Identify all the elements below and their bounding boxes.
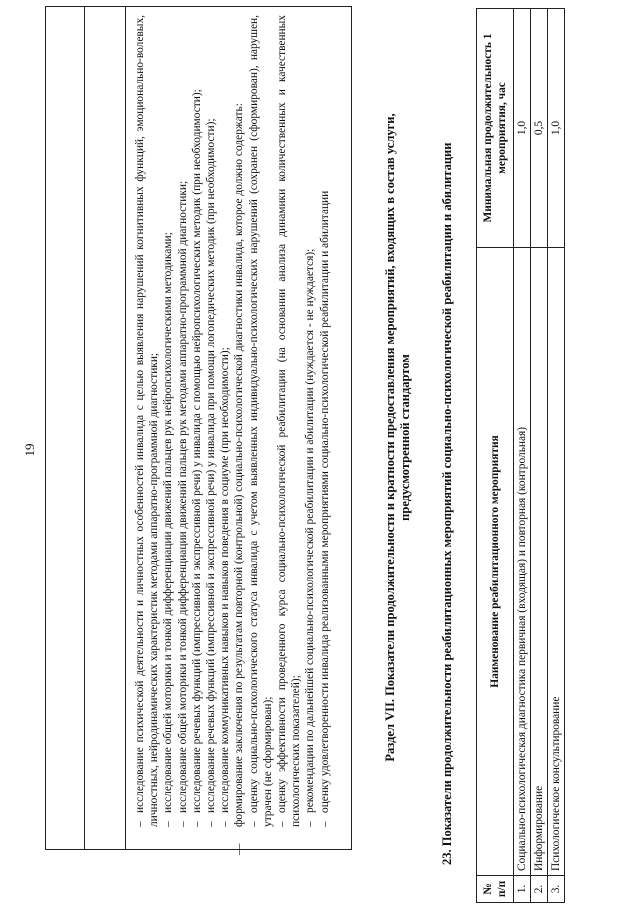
list-item-text: исследование общей моторики и тонкой дифференциации движений пальцев рук методами аппаратно-программной диагностики; bbox=[176, 180, 189, 813]
list-item bbox=[133, 15, 161, 841]
list-marker: – bbox=[190, 821, 203, 827]
row-duration: 1,0 bbox=[548, 9, 565, 248]
list-marker: – bbox=[134, 821, 146, 827]
list-item-text: рекомендации по дальнейшей социально-психологической реабилитации и абилитации (нуждается - не нуждается); bbox=[304, 248, 317, 813]
table-row bbox=[531, 9, 548, 903]
list-marker: – bbox=[276, 821, 289, 827]
list-item bbox=[275, 15, 303, 841]
table-column-divider bbox=[125, 7, 126, 849]
list-item-text: оценку эффективности проведенного курса социально-психологической реабилитации (на основании анализа динамики количественных и качественных психологических показателей); bbox=[276, 15, 303, 827]
list-item-text: исследование общей моторики и тонкой дифференциации движений пальцев рук нейропсихологическими методиками; bbox=[162, 232, 175, 813]
section-title-line-1: Раздел VII. Показатели продолжительности и кратности предоставления мероприятий, входящих в состав услуги, bbox=[383, 113, 397, 762]
row-name: Информирование bbox=[531, 248, 548, 876]
list-item bbox=[247, 15, 275, 841]
row-duration: 0,5 bbox=[531, 9, 548, 248]
row-name: Социально-психологическая диагностика первичная (входящая) и повторная (контрольная) bbox=[514, 248, 531, 876]
rehab-duration-table bbox=[476, 8, 565, 903]
list-marker: – bbox=[219, 821, 232, 827]
list-item bbox=[176, 15, 190, 841]
item-title: 23. Показатели продолжительности реабилитационных мероприятий социально-психологической реабилитации и абилитации bbox=[440, 142, 454, 865]
list-marker: – bbox=[162, 821, 175, 827]
list-item bbox=[161, 15, 175, 841]
list-item-text: оценку социально-психологического статуса инвалида с учетом выявленных индивидуально-психологических нарушений (сохранен (сформирован), нарушен, утрачен (не сформирован); bbox=[247, 15, 274, 827]
list-item-text: формирование заключения по результатам повторной (контрольной) социально-психологической диагностики инвалида, которое должно содержать: bbox=[233, 103, 246, 827]
list-item bbox=[204, 15, 218, 841]
continuation-list bbox=[133, 15, 332, 855]
table-header-row bbox=[477, 9, 514, 903]
section-title bbox=[383, 10, 413, 865]
header-name: Наименование реабилитационного мероприятия bbox=[477, 248, 514, 876]
table-row bbox=[514, 9, 531, 903]
row-num: 1. bbox=[514, 876, 531, 903]
row-num: 3. bbox=[548, 876, 565, 903]
list-marker: — bbox=[233, 843, 246, 855]
list-marker: – bbox=[318, 821, 331, 827]
list-item bbox=[218, 15, 232, 841]
list-item-text: исследование речевых функций (импрессивной и экспрессивной речи) у инвалида с помощью нейропсихологических методик (при необходимости); bbox=[190, 89, 203, 813]
list-item bbox=[232, 15, 246, 855]
table-column-divider bbox=[84, 7, 85, 849]
list-item bbox=[318, 15, 332, 841]
row-duration: 1,0 bbox=[514, 9, 531, 248]
list-item-text: исследование коммуникативных навыков и навыков поведения в социуме (при необходимости); bbox=[219, 347, 232, 813]
list-marker: – bbox=[247, 821, 260, 827]
list-item-text: исследование психической деятельности и личностных особенностей инвалида с целью выявления нарушений когнитивных функций, эмоционально-волевых, личностных, нейродинамических характеристик методами аппаратно-программной диагностики; bbox=[134, 15, 161, 827]
list-marker: – bbox=[176, 821, 189, 827]
list-marker: – bbox=[304, 821, 317, 827]
list-marker: – bbox=[205, 821, 218, 827]
header-num: № п/п bbox=[477, 876, 514, 903]
section-title-line-2: предусмотренной стандартом bbox=[398, 354, 412, 521]
list-item-text: оценку удовлетворенности инвалида реализованными мероприятиями социально-психологической реабилитации и абилитации bbox=[318, 190, 331, 813]
list-item bbox=[303, 15, 317, 841]
list-item-text: исследование речевых функций (импрессивной и экспрессивной речи) у инвалида при помощи логопедических методик (при необходимости); bbox=[205, 118, 218, 813]
list-item bbox=[190, 15, 204, 841]
header-duration: Минимальная продолжительность 1 мероприятия, час bbox=[477, 9, 514, 248]
continuation-table bbox=[45, 6, 352, 855]
table-row bbox=[548, 9, 565, 903]
row-num: 2. bbox=[531, 876, 548, 903]
row-name: Психологическое консультирование bbox=[548, 248, 565, 876]
page-number: 19 bbox=[22, 443, 37, 457]
